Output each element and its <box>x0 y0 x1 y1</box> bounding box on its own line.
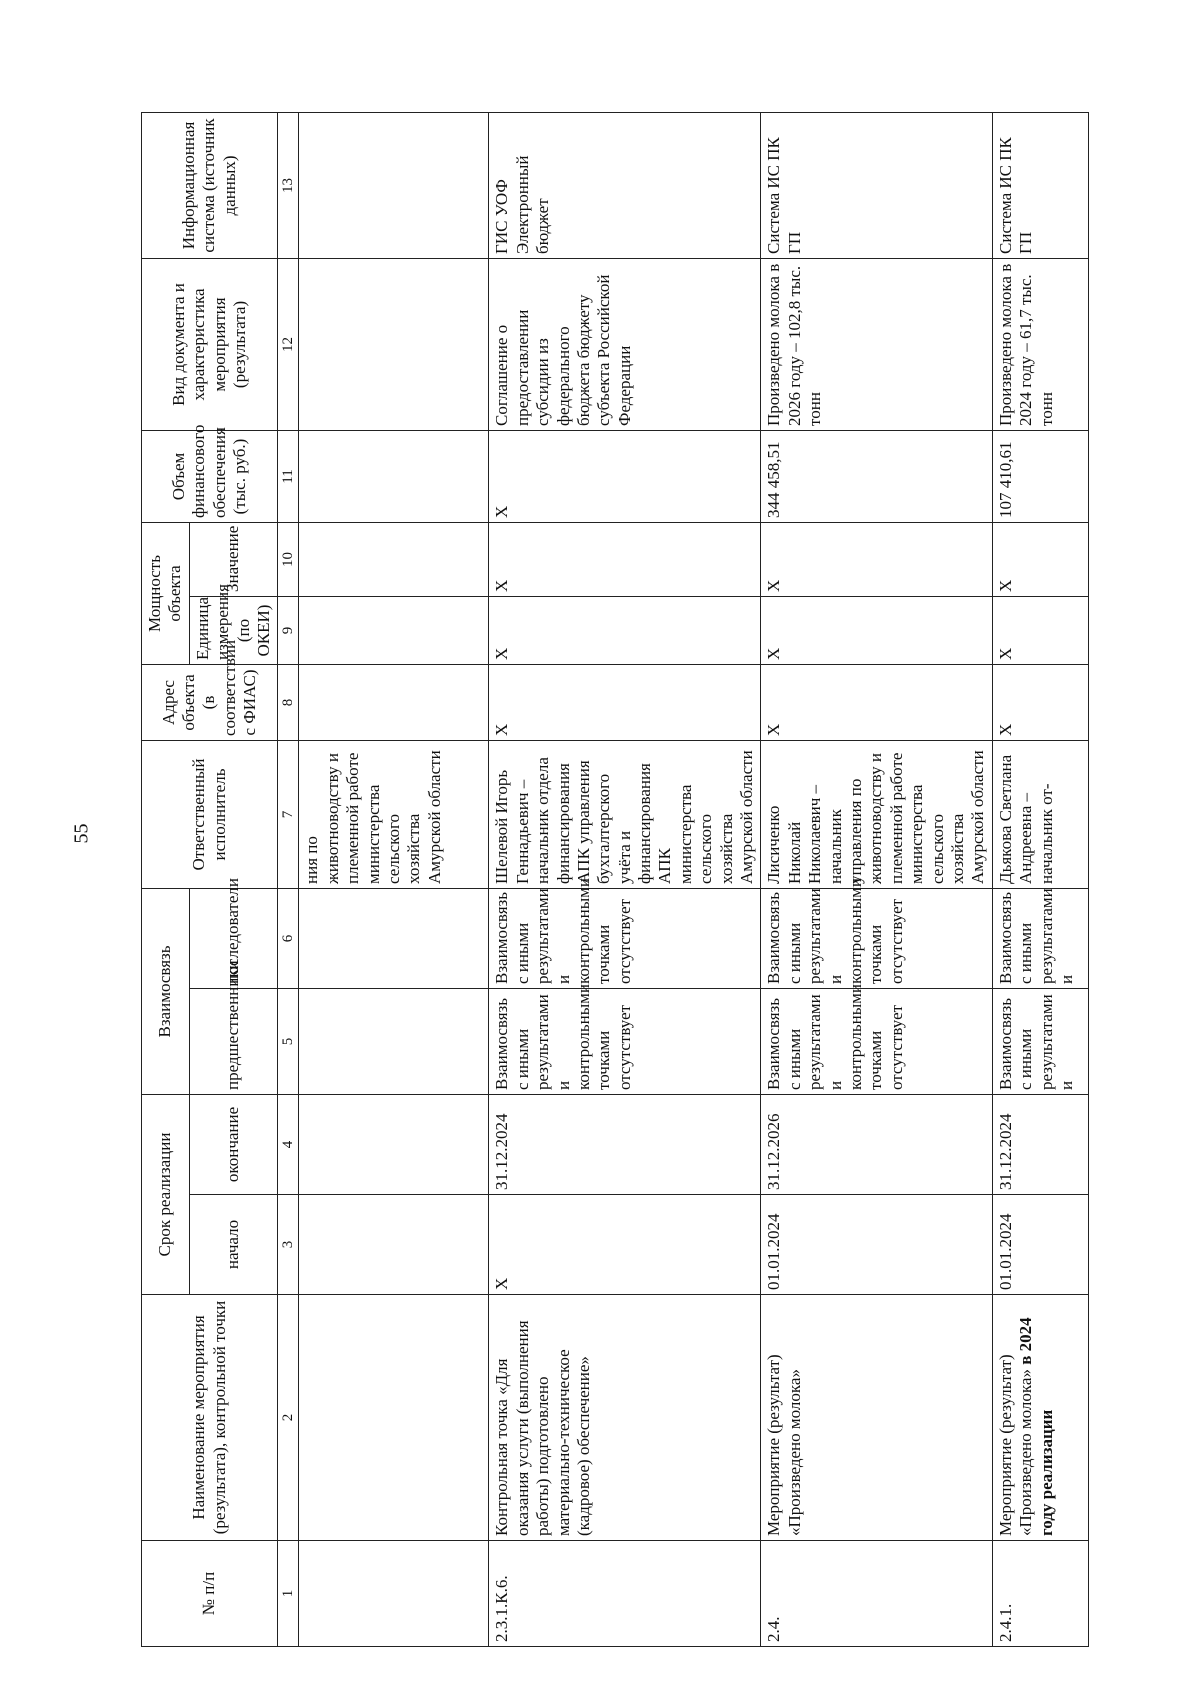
cell-unit: X <box>992 596 1088 664</box>
col-number: 9 <box>278 596 299 664</box>
cell-name: Мероприятие (результат) «Произведено молока» <box>761 1295 992 1541</box>
col-number: 4 <box>278 1095 299 1195</box>
col-number: 2 <box>278 1295 299 1541</box>
cell-num: 2.4. <box>761 1541 992 1647</box>
table-row <box>299 112 489 1646</box>
col-number: 11 <box>278 430 299 522</box>
table-row <box>489 112 761 1646</box>
cell-document: Произведено молока в 2026 году – 102,8 тыс. тонн <box>761 258 992 430</box>
cell-info-system: Система ИС ПК ГП <box>992 112 1088 258</box>
cell-document <box>299 258 489 430</box>
cell-prev: Взаимосвязь с иными результатами и контрольными точками отсутствует <box>761 989 992 1095</box>
cell-name <box>992 1295 1088 1541</box>
rotated-table-sheet <box>141 113 1181 1647</box>
col-number: 13 <box>278 112 299 258</box>
header-link-next: последователи <box>189 888 278 988</box>
header-term-end: окончание <box>189 1095 278 1195</box>
cell-info-system: Система ИС ПК ГП <box>761 112 992 258</box>
col-number: 8 <box>278 664 299 740</box>
cell-finance: 107 410,61 <box>992 430 1088 522</box>
cell-next: Взаимосвязь с иными результатами и <box>992 888 1088 988</box>
cell-value: X <box>761 522 992 596</box>
cell-end: 31.12.2026 <box>761 1095 992 1195</box>
cell-address <box>299 664 489 740</box>
header-address: Адрес объекта (в соответствии с ФИАС) <box>142 664 278 740</box>
table-row <box>761 112 992 1646</box>
header-row-1 <box>142 112 190 1646</box>
cell-start: X <box>489 1195 761 1295</box>
header-link: Взаимосвязь <box>142 888 190 1094</box>
cell-finance: X <box>489 430 761 522</box>
page-number: 55 <box>70 823 93 844</box>
cell-num: 2.4.1. <box>992 1541 1088 1647</box>
cell-prev: Взаимосвязь с иными результатами и контрольными точками отсутствует <box>489 989 761 1095</box>
header-finance: Объем финансового обеспечения (тыс. руб.) <box>142 430 278 522</box>
header-capacity: Мощность объекта <box>142 522 190 664</box>
cell-value: X <box>992 522 1088 596</box>
cell-name-text: Мероприятие (результат) «Произведено молока» <box>995 1354 1036 1536</box>
cell-document: Соглашение о предоставлении субсидии из федерального бюджета бюджету субъекта Российской Федерации <box>489 258 761 430</box>
cell-end: 31.12.2024 <box>489 1095 761 1195</box>
cell-responsible: ния по животноводству и племенной работе министерства сельского хозяйства Амурской области <box>299 740 489 888</box>
header-link-prev: предшественники <box>189 989 278 1095</box>
header-responsible: Ответственный исполнитель <box>142 740 278 888</box>
cell-next: Взаимосвязь с иными результатами и контрольными точками отсутствует <box>761 888 992 988</box>
col-number: 6 <box>278 888 299 988</box>
col-number: 7 <box>278 740 299 888</box>
events-table <box>141 112 1089 1647</box>
header-cap-unit: Единица измерения (по ОКЕИ) <box>189 596 278 664</box>
cell-prev: Взаимосвязь с иными результатами и <box>992 989 1088 1095</box>
cell-info-system <box>299 112 489 258</box>
cell-address: X <box>761 664 992 740</box>
col-number: 3 <box>278 1195 299 1295</box>
cell-start: 01.01.2024 <box>992 1195 1088 1295</box>
cell-unit: X <box>761 596 992 664</box>
cell-responsible: Лисиченко Николай Николаевич – начальник управления по животноводству и племенной работе министерства сельского хозяйства Амурской области <box>761 740 992 888</box>
cell-info-system: ГИС УОФ Электронный бюджет <box>489 112 761 258</box>
cell-value <box>299 522 489 596</box>
cell-name <box>299 1295 489 1541</box>
header-term-start: начало <box>189 1195 278 1295</box>
cell-unit: X <box>489 596 761 664</box>
col-number: 10 <box>278 522 299 596</box>
cell-document: Произведено молока в 2024 году – 61,7 тыс. тонн <box>992 258 1088 430</box>
cell-responsible: Дьякова Светлана Андреевна – начальник от- <box>992 740 1088 888</box>
cell-next: Взаимосвязь с иными результатами и контрольными точками отсутствует <box>489 888 761 988</box>
cell-finance: 344 458,51 <box>761 430 992 522</box>
header-info-system: Информационная система (источник данных) <box>142 112 278 258</box>
cell-address: X <box>489 664 761 740</box>
col-number: 1 <box>278 1541 299 1647</box>
cell-name-bold-text: в 2024 году реализации <box>1016 1317 1056 1536</box>
cell-finance <box>299 430 489 522</box>
cell-end: 31.12.2024 <box>992 1095 1088 1195</box>
cell-prev <box>299 989 489 1095</box>
header-name: Наименование мероприятия (результата), контрольной точки <box>142 1295 278 1541</box>
header-document: Вид документа и характеристика мероприятия (результата) <box>142 258 278 430</box>
column-number-row <box>278 112 299 1646</box>
cell-responsible: Шелевой Игорь Геннадьевич – начальник отдела финансирования АПК управления бухгалтерского учёта и финансирования АПК министерства сельского хозяйства Амурской области <box>489 740 761 888</box>
col-number: 5 <box>278 989 299 1095</box>
cell-next <box>299 888 489 988</box>
header-cap-value: Значение <box>189 522 278 596</box>
table-row <box>992 112 1088 1646</box>
col-number: 12 <box>278 258 299 430</box>
cell-end <box>299 1095 489 1195</box>
cell-value: X <box>489 522 761 596</box>
cell-start: 01.01.2024 <box>761 1195 992 1295</box>
cell-name: Контрольная точка «Для оказания услуги (выполнения работы) подготовлено материально-техническое (кадровое) обеспечение» <box>489 1295 761 1541</box>
header-term: Срок реализации <box>142 1095 190 1295</box>
cell-address: X <box>992 664 1088 740</box>
cell-start <box>299 1195 489 1295</box>
cell-num: 2.3.1.К.6. <box>489 1541 761 1647</box>
cell-unit <box>299 596 489 664</box>
cell-num <box>299 1541 489 1647</box>
header-num: № п/п <box>142 1541 278 1647</box>
